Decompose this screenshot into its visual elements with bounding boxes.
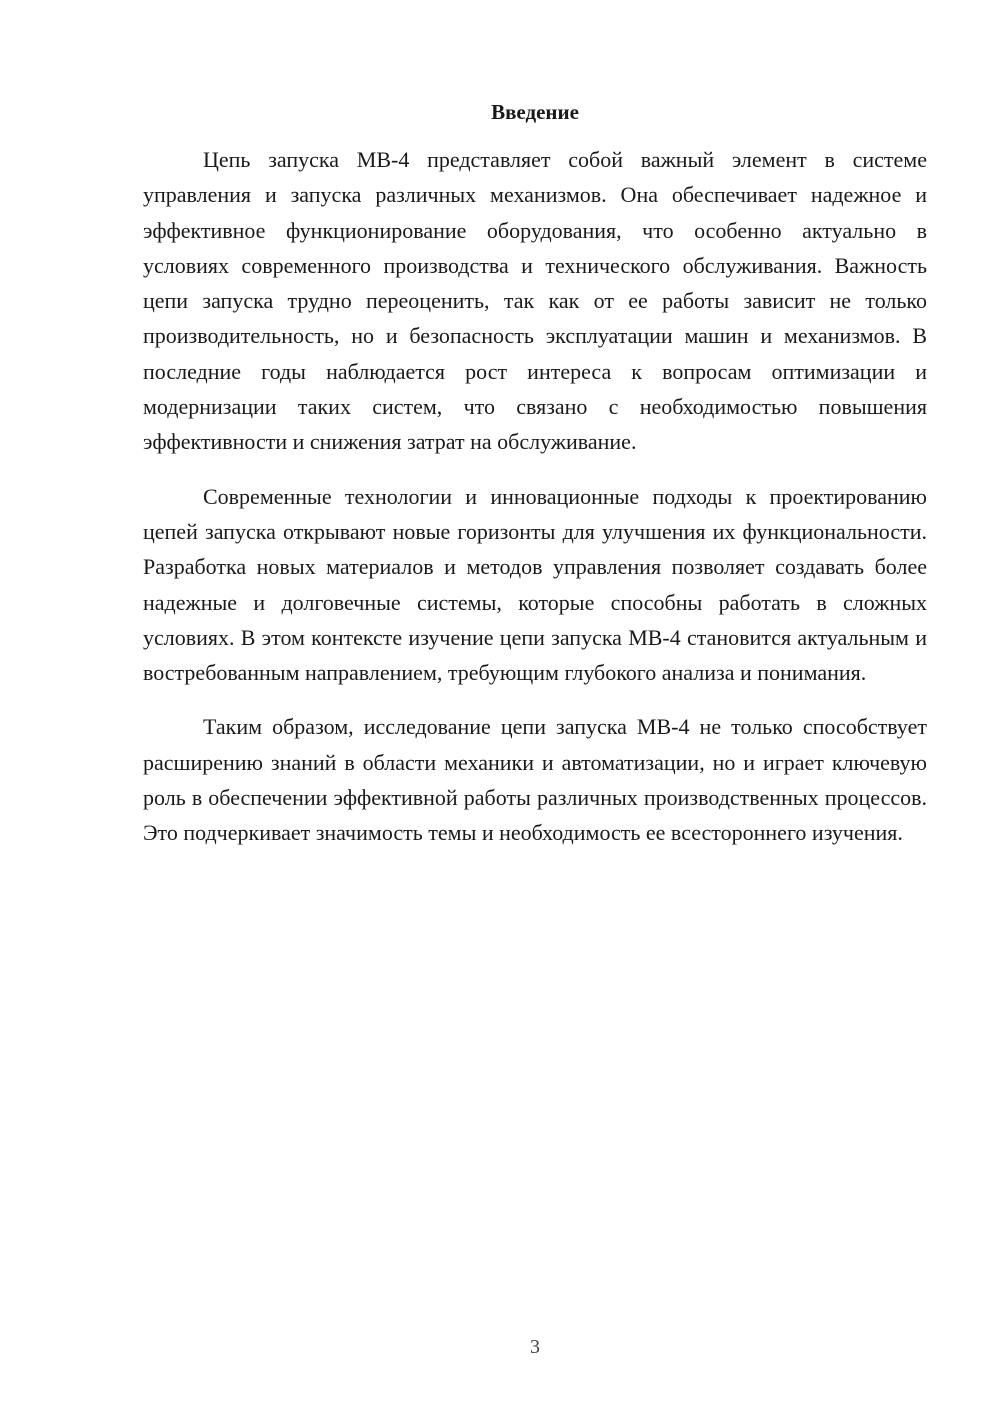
paragraph-1: Цепь запуска МВ-4 представляет собой важный элемент в системе управления и запуска различных механизмов. Она обеспечивает надежное и эффективное функционирование оборудования, что особенно актуально в условиях современного производства и технического обслуживания. Важность цепи запуска трудно переоценить, так как от ее работы зависит не только производительность, но и безопасность эксплуатации машин и механизмов. В последние годы наблюдается рост интереса к вопросам оптимизации и модернизации таких систем, что связано с необходимостью повышения эффективности и снижения затрат на обслуживание. [143, 147, 927, 455]
page-number: 3 [530, 1336, 540, 1358]
body-text [143, 142, 927, 870]
section-heading: Введение [491, 100, 579, 124]
paragraph-3: Таким образом, исследование цепи запуска МВ-4 не только способствует расширению знаний в области механики и автоматизации, но и играет ключевую роль в обеспечении эффективной работы различных производственных процессов. Это подчеркивает значимость темы и необходимость ее всестороннего изучения. [143, 714, 927, 846]
paragraph-2: Современные технологии и инновационные подходы к проектированию цепей запуска открывают новые горизонты для улучшения их функциональности. Разработка новых материалов и методов управления позволяет создавать более надежные и долговечные системы, которые способны работать в сложных условиях. В этом контексте изучение цепи запуска МВ-4 становится актуальным и востребованным направлением, требующим глубокого анализа и понимания. [143, 483, 927, 686]
